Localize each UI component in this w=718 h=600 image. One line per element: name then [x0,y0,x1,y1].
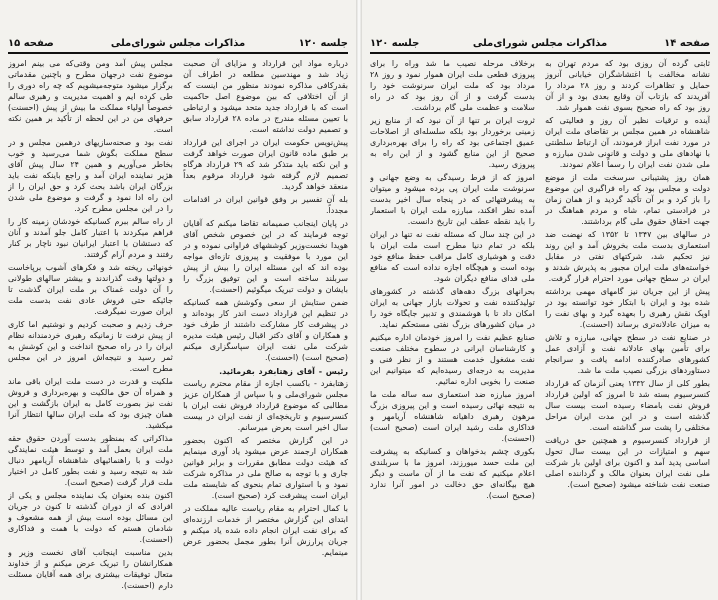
paragraph: ملکیت و قدرت در دست ملت ایران باقی ماند و همراه آن حق مالکیت و بهره‌برداری و فروش نفت نیز بصورت کامل به ایران بازگشت و این همان چیزی بود که ملت ایران سالها انتظار آنرا میکشید. [8,377,173,430]
right-page-column-right [545,58,710,596]
left-page-columns [8,58,348,596]
paragraph: ثروت ایران بر تنها از آن نبود که از منابع زیر زمینی برخوردار بود بلکه سلسله‌ای از اصلاحات عمیق اجتماعی بود که راه را برای بهره‌برداری صحیح از این منابع گشود و از این راه به پیروزی رسید. [370,116,535,169]
left-page-header [8,38,348,54]
paragraph: بطور کلی از سال ۱۳۳۲ یعنی آنزمان که قرارداد کنسرسیوم بسته شد تا امروز که اولین قرارداد فروش نفت بامضاء رسیده است بیست سال گذشته است و در این مدت ایران مراحل مختلفی را پشت سر گذاشته است. [545,379,710,432]
paragraph: صنایع عظیم نفت را امروز خودمان اداره میکنیم و کارشناسان ایرانی در سطوح مختلف صنعت نفت مشغول خدمت هستند و از نظر فنی و مدیریت به درجه‌ای رسیده‌ایم که میتوانیم این صنعت را بخوبی اداره نمائیم. [370,333,535,386]
paragraph: نفت بود و صحنه‌سازیهای درهمین مجلس و در سطح مملکت بگوش شما می‌رسید و خوب بخاطر می‌آوریم و همین ۲۴ سال پیش آقای هژیر نماینده ایران آمد و راجع باینکه نفت باید بزرگان ایران باشد بحث کرد و حق ایران را از این راه ادا نمود و گرفت و موضوع ملی شدن را در این مجلس مطرح کرد. [8,138,173,213]
paragraph: امروز مبارزه ضد استعماری سه ساله ملت ما به نتیجه نهائی رسیده است و این پیروزی بزرگ مرهون رهبری داهیانه شاهنشاه آریامهر و فداکاری ملت رشید ایران است (صحیح است) (احسنت). [370,390,535,443]
paragraph: بحرانهای بزرگ دهه‌های گذشته در کشورهای تولیدکننده نفت و تحولات بازار جهانی به ایران امکان داد تا با هوشمندی و تدبیر جایگاه خود را در میان کشورهای بزرگ نفتی مستحکم نماید. [370,287,535,329]
right-page-columns [370,58,710,596]
paragraph: بکوری چشم بدخواهان و کسانیکه به پیشرفت این ملت حسد میورزند، امروز ما با سربلندی اعلام میکنیم که نفت ما از آن ماست و دیگر هیچ بیگانه‌ای حق دخالت در امور آنرا ندارد (صحیح است). [370,447,535,500]
left-page-column-left [8,58,173,596]
paragraph: پیش‌نویس حکومت ایران در اجرای این قرارداد بر طبق ماده قانون ایران صورت خواهد گرفت و این نکته باید متذکر شد که ۲۹ قرارداد هرگاه تصمیم لازم گرفته شود قرارداد مرقوم بعداً منعقد خواهد گردید. [183,138,348,191]
paragraph: در سالهای بین ۱۳۴۷ تا ۱۳۵۲ که نهضت ضد استعماری بدست ملت بخروش آمد و این روند نیز تحکیم شد، شرکتهای نفتی در مقابل خواسته‌های ملت ایران مجبور به پذیرش شدند و ایران در سطح جهانی مورد احترام قرار گرفت. [545,230,710,283]
paragraph: بله آن تفسیر بر وفق قوانین ایران در اقدامات مجدداً. [183,195,348,215]
paragraph: در پایان اینجانب صمیمانه تقاضا میکنم که آقایان توجه فرمایند که در این خصوص شخص آقای هویدا نخست‌وزیر کوششهای فراوانی نموده و در این مورد با موفقیت و پیروزی تازه‌ای مواجه بوده اند که این مسئله ایران را بیش از پیش سربلند ساخته است و این توفیق بزرگ را بایشان و دولت تبریک میگوئیم (احسنت). [183,219,348,294]
paragraph: بدین مناسبت اینجانب آقای نخست وزیر و همکارانشان را تبریک عرض میکنم و از خداوند متعال توفیقات بیشتری برای همه آقایان مسئلت دارم (احسنت). [8,548,173,590]
paragraph: حرف زدیم و صحبت کردیم و نوشتیم اما کاری از پیش نرفت تا زمانیکه رهبری خردمندانه نظام ایران را در راه صحیح انداخت و این کوشش به ثمر رسید و نتیجه‌اش امروز در این مجلس مطرح است. [8,320,173,373]
left-page [0,0,356,600]
paragraph: از قرارداد کنسرسیوم و همچنین حق دریافت سهم و امتیازات در این بیست سال تحول اساسی پدید آمد و اکنون برای اولین بار شرکت ملی نفت ایران بعنوان مالک و گرداننده اصلی صنعت نفت شناخته میشود (صحیح است). [545,436,710,489]
paragraph: مجلس پیش آمد ومن وقتی‌که می بینم امروز موضوع نفت درجهان مطرح و باچنین مقدماتی برگزار میشود متوجه‌میشویم که چه راه دوری را طی کرده ایم و اهمیت مدیریت و رهبری سالم خصوصاً اولیاء مملکت ما بیش از پیش (احسنت) حرفهای من در این لحظه از تأکید بر همین نکته است. [8,59,173,134]
right-page-session: جلسه ۱۲۰ [370,38,420,49]
paragraph: اکنون بنده بعنوان یک نماینده مجلس و یکی از افرادی که از دوران گذشته تا کنون در جریان این مسائل بوده است بیش از همه مشعوف و شادمان هستم که دولت با همت و فداکاری (احسنت). [8,491,173,544]
paragraph: درباره مواد این قرارداد و مزایای آن صحبت زیاد شد و مهندسین مطلعه در اطراف آن بقدرکافی مذاکره نمودند منظور من اینست که از آن اختلافی که بین موضوع اصل حاکمیت است که با قرارداد جدید متحد میشود و ارتباطی با تعیین مسئله مندرج در ماده ۲۸ قرارداد سابق و تصمیم دولت نداشته است. [183,59,348,134]
paragraph: برخلاف مرحله نصیب ما شد وراه را برای پیروزی قطعی ملت ایران هموار نمود و روز ۲۸ مرداد بود که ملت ایران سرنوشت خود را بدست گرفت و از آن روز بود که در راه سلامت و عظمت ملی گام برداشت. [370,59,535,112]
left-page-session: جلسه ۱۲۰ [298,38,348,49]
left-page-column-right [183,58,348,596]
paragraph: در این گزارش مختصر که اکنون بحضور همکاران ارجمند عرض میشود یاد آوری مینمایم که هیئت دولت مطابق مقررات و برابر قوانین جاری و با توجه به صالح ملی در مذاکره شرکت نمود و با استواری تمام بنحوی که شایسته ملت ایران است پیشرفت کرد (صحیح است). [183,436,348,500]
paragraph: از راه سالم ببرم کسانیکه خودشان زمینه کار را فراهم میکردند با اعتبار کامل جلو آمدند و آنان که دستشان با اعتبار ایرانیان نبود ناچار بر کنار رفتند و مردم آرام گرفتند. [8,217,173,259]
speaker-heading: رئیس - آقای زهتابفرد بفرمائید. [219,367,348,376]
right-page-column-left [370,58,535,596]
paragraph: همان روز پشتیبانی سرسخت ملت از موضع دولت و مجلس بود که راه فراگیری این موضوع را باز کرد و بر آن تأکید گردید و از همان زمان در فرادستی تمام، شاه و مردم هماهنگ در جهت احقاق حقوق ملی گام برداشتند. [545,173,710,226]
right-page-title: مذاکرات مجلس شورای‌ملی [472,38,608,49]
right-page-header [370,38,710,54]
paragraph: خونهائی ریخته شد و فکرهای آشوب برپاخاست و دولتها وقت گذراندند و بیشتر سالهای طولانی را آن دولت غمناک بر ملت ایران گذشت تا جائیکه حتی فروش عادی نفت بدست ملت ایران صورت نمیگرفت. [8,263,173,316]
right-page [362,0,718,600]
paragraph: با کمال احترام به مقام ریاست عالیه مملکت در ابتدای این گزارش مختصر از خدمات ارزنده‌ای که برای نفت ایران انجام داده شده یاد میکنم و جریان پرارزش آنرا بطور مجمل بحضور عرض مینمایم. [183,504,348,557]
paragraph: پیش از این جریان نیز گامهای مهمی برداشته شده بود و ایران با ابتکار خود توانسته بود در اوپک نقش رهبری را بعهده گیرد و بهای نفت را به میزان عادلانه‌تری برساند (احسنت). [545,287,710,329]
left-page-title: مذاکرات مجلس شورای‌ملی [110,38,246,49]
right-page-number: صفحه ۱۴ [664,38,710,49]
paragraph: ثابتی گرده آن روزی بود که مردم تهران به نشانه مخالفت با اغتشاشگران خیابانی آنروز حمایل و تظاهرات کردند و روز ۲۸ مرداد را آفریدند که بازتاب آن وقایع بعدی بود و از آن روز بود که راه صحیح بسوی نفت هموار شد. [545,59,710,112]
paragraph: آینده و ترقیات نظیر آن روز و فعالیتی که شاهنشاه در همین مجلس بر تقاضای ملت ایران در مورد نفت ابراز فرمودند، آن ارتباط سلطنتی با نهادهای ملی و دولت و قانونی شدن مبارزه و ملی شدن نفت ایران را رسماً اعلام نمودند. [545,116,710,169]
paragraph: امروز که از فرط رسیدگی به وضع جهانی و سرنوشت ملت ایران پی برده میشود و میتوان به پیشرفتهائی که در پنجاه سال اخیر بدست آمده نظر افکند، مبارزه ملت ایران با استعمار را باید نقطه عطف این تاریخ دانست. [370,173,535,226]
left-page-number: صفحه ۱۵ [8,38,54,49]
paragraph: در این چند سال که مسئله نفت نه تنها در ایران بلکه در تمام دنیا مطرح است ملت ایران با دقت و هوشیاری کامل مراقب حفظ منافع خود بوده است و هیچگاه اجازه نداده است که منافع ملی فدای منافع دیگران شود. [370,230,535,283]
paragraph: در صنایع نفت در سطح جهانی، مبارزه و تلاش برای تأمین بهای عادلانه نفت و آزادی عمل کشورهای صادرکننده ادامه یافت و سرانجام دستاوردهای بزرگی نصیب ملت ما شد. [545,333,710,375]
paragraph: مذاکراتی که بمنظور بدست آوردن حقوق حقه ملت ایران بعمل آمد و توسط هیئت نمایندگی دولت و با راهنمائیهای شاهنشاه آریامهر دنبال شد به نتیجه رسید و نفت بطور کامل در اختیار ملت قرار گرفت (صحیح است). [8,434,173,487]
paragraph: زهتابفرد - باکسب اجازه از مقام محترم ریاست مجلس شورای‌ملی و با سپاس از همکاران عزیز مطالبی که موضوع قرارداد فروش نفت ایران با کنسرسیوم و تاریخچه‌ای از نفت ایران در بیست سال اخیر است بعرض میرسانم. [183,379,348,432]
paragraph: ضمن ستایش از سعی وکوشش همه کسانیکه در تنظیم این قرارداد دست اندر کار بوده‌اند و در پیشرفت کار مشارکت داشتند از طرف خود و همکاران و آقای دکتر اقبال رئیس هیئت مدیره شرکت ملی نفت ایران سپاسگزاری میکنم (صحیح است) (احسنت). [183,298,348,362]
